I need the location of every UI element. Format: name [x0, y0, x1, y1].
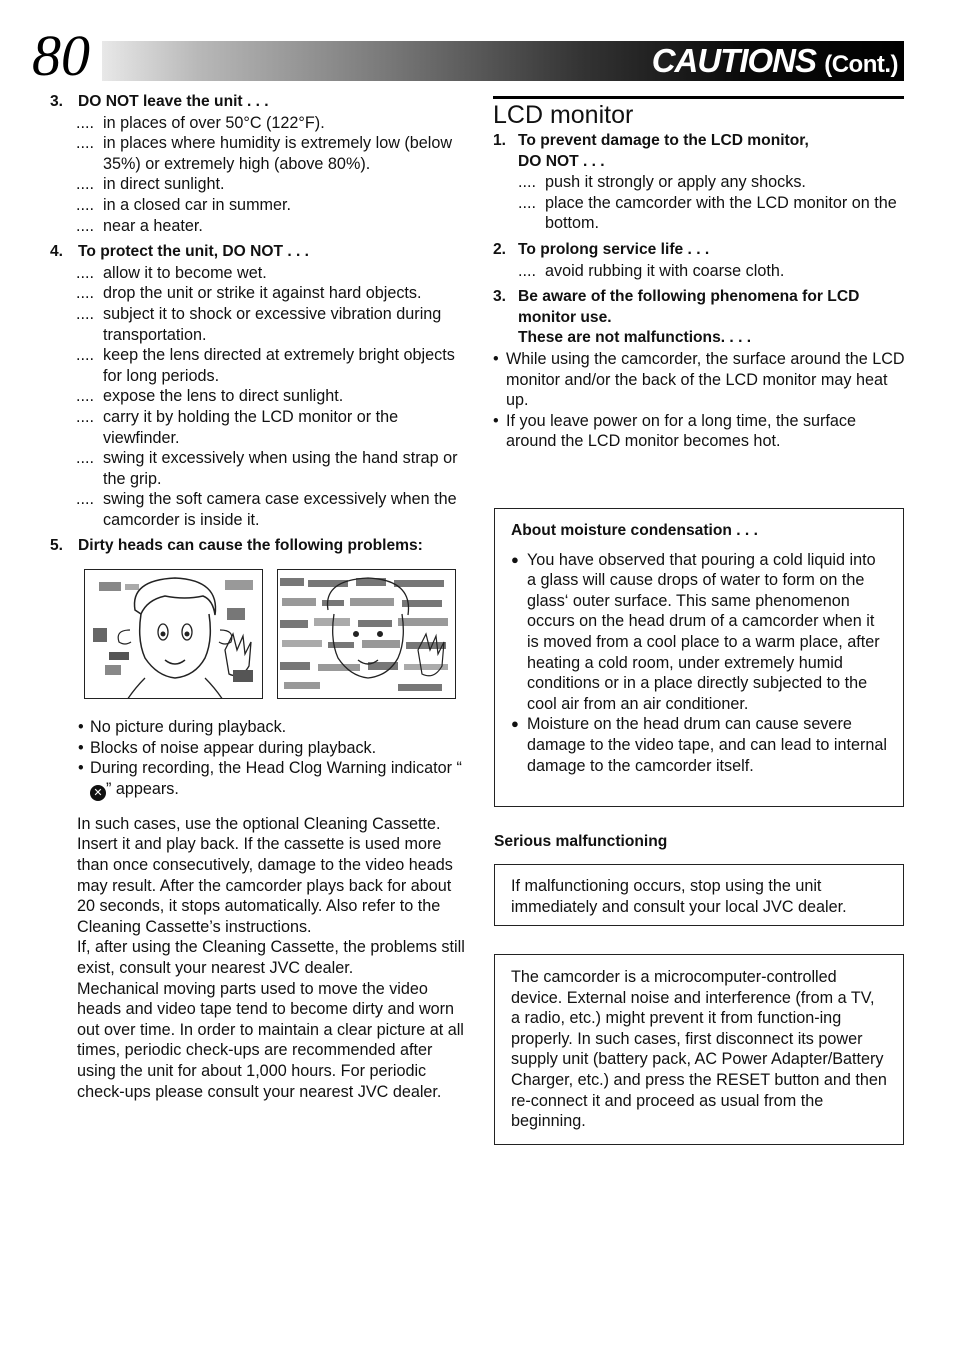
list-item: .... place the camcorder with the LCD monitor on the bottom. — [518, 193, 897, 233]
list-item: .... in places where humidity is extremely low (below 35%) or extremely high (above 80%). — [76, 134, 453, 173]
microcomputer-box — [494, 954, 904, 1145]
malfunction-box — [494, 864, 904, 926]
microcomputer-text: The camcorder is a microcomputer-controlled device. External noise and interference (from a TV, a radio, etc.) might prevent it from function-ing properly. In such cases, first disconnect its power supply unit (battery pack, AC Power Adapter/Battery Charger, etc.) and press the RESET button and then re-connect it and proceed as usual from the beginning. — [511, 968, 887, 1131]
list-item: .... keep the lens directed at extremely bright objects for long periods. — [76, 346, 455, 385]
item-3-heading: 3. DO NOT leave the unit . . . — [50, 93, 269, 110]
list-item: • During recording, the Head Clog Warning indicator “✕ ” appears. — [78, 759, 462, 799]
paragraph: In such cases, use the optional Cleaning Cassette. Insert it and play back. If the cassette is used more than once consecutively, damage to the video heads may result. After the camcorder plays back for about 20 seconds, it stops automatically. Also refer to the Cleaning Cassette’s instructions. — [77, 814, 453, 936]
cleaning-paragraphs — [50, 814, 468, 1102]
problems-list — [50, 717, 468, 801]
list-item: • While using the camcorder, the surface around the LCD monitor and/or the back of the LCD monitor may heat up. — [493, 349, 905, 410]
no-picture-illustration — [84, 569, 263, 699]
malfunction-text: If malfunctioning occurs, stop using the unit immediately and consult your local JVC dealer. — [511, 877, 847, 916]
list-item: • No picture during playback. — [78, 718, 287, 737]
list-item: • If you leave power on for a long time, the surface around the LCD monitor becomes hot. — [493, 411, 857, 451]
list-item: .... drop the unit or strike it against hard objects. — [76, 284, 422, 303]
list-item: .... near a heater. — [76, 216, 203, 235]
lcd-item-2-heading: 2. To prolong service life . . . — [493, 240, 710, 258]
lcd-item-1-list — [493, 172, 905, 234]
header-bar — [102, 41, 904, 81]
page-title-main: CAUTIONS — [651, 42, 817, 79]
list-item: .... swing the soft camera case excessively when the camcorder is inside it. — [76, 490, 457, 529]
moisture-condensation-box — [494, 508, 904, 807]
section-title: LCD monitor — [493, 101, 634, 129]
list-item: .... in a closed car in summer. — [76, 195, 292, 214]
paragraph: If, after using the Cleaning Cassette, the problems still exist, consult your nearest JVC dealer. — [77, 938, 465, 977]
list-item: ● You have observed that pouring a cold liquid into a glass will cause drops of water to form on the glass‘ outer surface. This same phenomenon occurs on the head drum of a camcorder when it is moved from a cool place to a warm place, after heating a cold room, under extremely humid conditions or in a place directly subjected to the cool air from an air conditioner. — [511, 550, 880, 713]
right-column — [493, 96, 905, 452]
list-item: .... swing it excessively when using the hand strap or the grip. — [76, 449, 458, 488]
item-5-heading: 5. Dirty heads can cause the following problems: — [50, 537, 423, 555]
list-item: .... push it strongly or apply any shocks. — [518, 173, 806, 192]
list-item: .... expose the lens to direct sunlight. — [76, 387, 344, 406]
item-3-list — [50, 113, 468, 237]
item-4-heading: 4. To protect the unit, DO NOT . . . — [50, 243, 310, 261]
list-item: • Blocks of noise appear during playback. — [78, 738, 377, 757]
noise-blocks-illustration — [277, 569, 456, 699]
lcd-item-3-heading: 3. Be aware of the following phenomena for LCD monitor use. These are not malfunctions. . . . — [493, 288, 860, 347]
dirty-heads-illustrations — [84, 569, 468, 699]
item-4-list — [50, 263, 468, 531]
box-title: About moisture condensation . . . — [511, 522, 758, 539]
list-item: .... in places of over 50°C (122°F). — [76, 113, 325, 132]
page-number: 80 — [32, 23, 90, 88]
page-title — [652, 41, 898, 81]
lcd-item-1-heading: 1. To prevent damage to the LCD monitor, DO NOT . . . — [493, 132, 809, 170]
page-header — [32, 23, 904, 88]
list-item: .... carry it by holding the LCD monitor or the viewfinder. — [76, 407, 399, 447]
list-item: .... allow it to become wet. — [76, 263, 267, 282]
list-item: ● Moisture on the head drum can cause severe damage to the video tape, and can lead to internal damage to the camcorder itself. — [511, 715, 887, 775]
left-column — [50, 92, 468, 1102]
paragraph: Mechanical moving parts used to move the video heads and video tape tend to become dirty and worn out over time. In order to maintain a clear picture at all times, periodic check-ups are recommended after using the unit for about 1,000 hours. For periodic check-ups please consult your nearest JVC dealer. — [77, 979, 464, 1101]
lcd-item-2-list — [493, 261, 905, 282]
list-item: .... avoid rubbing it with coarse cloth. — [518, 261, 785, 280]
list-item: .... subject it to shock or excessive vibration during transportation. — [76, 304, 442, 344]
x-circle-icon: ✕ — [90, 785, 106, 801]
page-title-suffix: (Cont.) — [824, 51, 898, 78]
list-item: .... in direct sunlight. — [76, 175, 225, 194]
serious-malfunction-label: Serious malfunctioning — [494, 833, 668, 850]
